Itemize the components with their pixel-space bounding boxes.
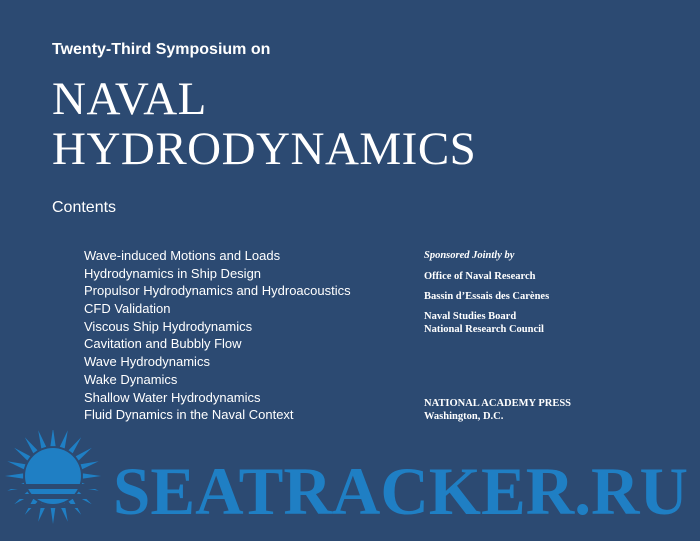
sun-ray — [76, 448, 92, 461]
sun-ray — [83, 473, 101, 478]
sun-ray — [69, 437, 82, 453]
contents-item: Cavitation and Bubbly Flow — [84, 336, 242, 352]
sun-ray — [60, 430, 68, 448]
sun-ray — [38, 430, 46, 448]
contents-item: Viscous Ship Hydrodynamics — [84, 318, 253, 334]
symposium-subtitle: Twenty-Third Symposium on — [52, 41, 271, 58]
contents-item: Wave-induced Motions and Loads — [84, 248, 281, 263]
sun-ray — [25, 437, 38, 453]
watermark-logo — [0, 430, 700, 541]
watermark-text: SEATRACKER.RU — [113, 453, 688, 529]
sponsor-org-bec: Bassin d’Essais des Carènes — [424, 291, 550, 302]
contents-list — [84, 247, 351, 424]
contents-item: Wave Hydrodynamics — [84, 354, 210, 370]
contents-item: Propulsor Hydrodynamics and Hydroacoustics — [84, 283, 351, 299]
sun-icon — [5, 430, 101, 524]
sponsor-org-onr: Office of Naval Research — [424, 271, 536, 282]
contents-item: Fluid Dynamics in the Naval Context — [84, 407, 294, 423]
sun-ray — [14, 448, 30, 461]
title-line-hydrodynamics: HYDRODYNAMICS — [52, 123, 477, 175]
contents-heading: Contents — [52, 199, 117, 216]
publisher-name: NATIONAL ACADEMY PRESS — [424, 398, 572, 409]
sun-ray — [7, 461, 25, 469]
sun-ray — [50, 506, 55, 524]
sun-ray — [50, 430, 55, 446]
publisher-block — [424, 397, 571, 423]
contents-item: CFD Validation — [84, 301, 171, 317]
contents-item: Hydrodynamics in Ship Design — [84, 265, 262, 281]
sponsor-lead: Sponsored Jointly by — [424, 250, 515, 261]
title-line-naval: NAVAL — [52, 73, 207, 125]
page-title — [52, 74, 476, 174]
contents-item: Shallow Water Hydrodynamics — [84, 389, 261, 405]
contents-item: Wake Dynamics — [84, 371, 178, 387]
sponsor-org-nsb: Naval Studies Board — [424, 311, 517, 322]
sun-ray — [81, 461, 99, 469]
sun-ray — [5, 473, 23, 478]
publisher-location: Washington, D.C. — [424, 411, 504, 422]
sponsor-block — [424, 249, 549, 336]
sponsor-org-nrc: National Research Council — [424, 324, 544, 335]
